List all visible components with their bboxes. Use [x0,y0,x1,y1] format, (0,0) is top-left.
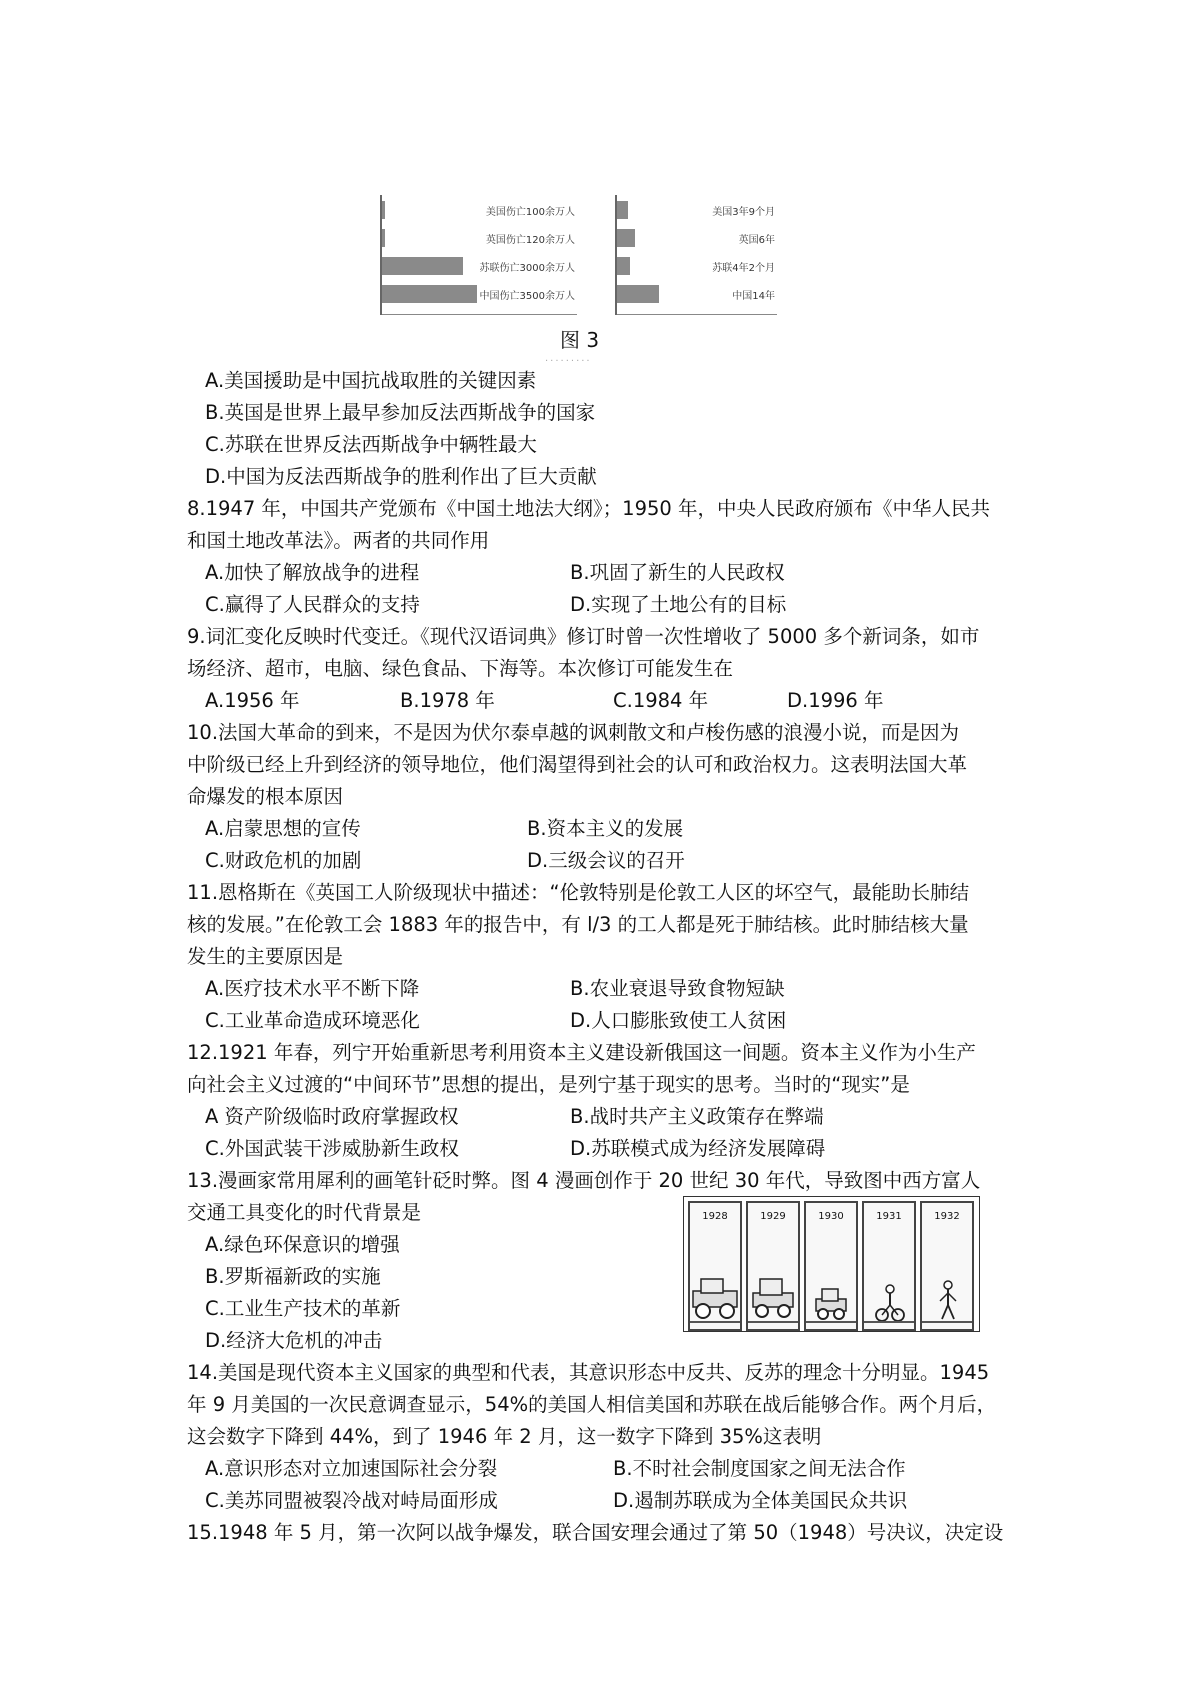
duration-label: 苏联4年2个月 [712,263,775,274]
cartoon-year-label: 1930 [818,1211,844,1222]
q9-stem-line1: 9.词汇变化反映时代变迁。《现代汉语词典》修订时曾一次性增收了 5000 多个新词条，如市 [187,625,980,648]
car-icon [750,1275,796,1323]
casualty-bar [382,257,463,275]
walking-man-icon [934,1279,962,1323]
q14-stem-line3: 这会数字下降到 44%，到了 1946 年 2 月，这一数字下降到 35%这表明 [187,1425,822,1448]
cartoon-year-label: 1932 [934,1211,960,1222]
q8-option-a: A.加快了解放战争的进程 [205,561,420,584]
casualty-label: 中国伤亡3500余万人 [479,291,575,302]
duration-row [617,283,777,303]
q12-option-b: B.战时共产主义政策存在弊端 [570,1105,824,1128]
q11-option-b: B.农业衰退导致食物短缺 [570,977,785,1000]
q10-option-c: C.财政危机的加剧 [205,849,362,872]
q12-stem-line2: 向社会主义过渡的“中间环节”思想的提出，是列宁基于现实的思考。当时的“现实”是 [187,1073,910,1096]
q11-stem-line3: 发生的主要原因是 [187,945,344,968]
q13-option-d: D.经济大危机的冲击 [205,1329,383,1352]
q8-stem-line1: 8.1947 年，中国共产党颁布《中国土地法大纲》；1950 年，中央人民政府颁布《中华人民共 [187,497,991,520]
luxury-car-icon [691,1273,739,1323]
casualty-label: 美国伤亡100余万人 [485,207,575,218]
cartoon-panel-1929 [746,1201,800,1331]
q11-stem-line2: 核的发展。”在伦敦工会 1883 年的报告中，有 l/3 的工人都是死于肺结核。此时肺结核大量 [187,913,969,936]
q8-option-c: C.赢得了人民群众的支持 [205,593,420,616]
q11-stem-line1: 11.恩格斯在《英国工人阶级现状中描述：“伦敦特别是伦敦工人区的坏空气，最能助长肺结 [187,881,970,904]
bicycle-rider-icon [874,1283,906,1323]
duration-row [617,255,777,275]
figure-3-caption: 图 3 [560,328,600,352]
q9-option-a: A.1956 年 [205,689,300,712]
cartoon-panel-1931 [862,1201,916,1331]
casualty-row [382,283,577,303]
duration-bar [617,229,635,247]
q14-stem-line1: 14.美国是现代资本主义国家的典型和代表，其意识形态中反共、反苏的理念十分明显。1945 [187,1361,990,1384]
casualty-row [382,227,577,247]
q14-option-a: A.意识形态对立加速国际社会分裂 [205,1457,498,1480]
duration-bar [617,257,630,275]
q13-option-b: B.罗斯福新政的实施 [205,1265,381,1288]
duration-bar [617,285,659,303]
figure-3-bar-chart [380,195,780,315]
duration-label: 美国3年9个月 [712,207,775,218]
q13-option-a: A.绿色环保意识的增强 [205,1233,400,1256]
q7-option-b: B.英国是世界上最早参加反法西斯战争的国家 [205,401,596,424]
q14-option-b: B.不时社会制度国家之间无法合作 [613,1457,906,1480]
q10-option-a: A.启蒙思想的宣传 [205,817,361,840]
q9-option-c: C.1984 年 [613,689,709,712]
q15-stem-line1: 15.1948 年 5 月，第一次阿以战争爆发，联合国安理会通过了第 50（1948）号决议，决定设 [187,1521,1004,1544]
q10-stem-line3: 命爆发的根本原因 [187,785,344,808]
casualty-baseline [382,314,577,315]
q7-option-d: D.中国为反法西斯战争的胜利作出了巨大贡献 [205,465,597,488]
q14-option-d: D.遏制苏联成为全体美国民众共识 [613,1489,908,1512]
q13-stem-line1: 13.漫画家常用犀利的画笔针砭时弊。图 4 漫画创作于 20 世纪 30 年代，导致图中西方富人 [187,1169,981,1192]
casualty-bar [382,229,385,247]
q8-stem-line2: 和国土地改革法》。两者的共同作用 [187,529,490,552]
small-car-icon [812,1285,850,1323]
q10-stem-line1: 10.法国大革命的到来，不是因为伏尔泰卓越的讽刺散文和卢梭伤感的浪漫小说，而是因为 [187,721,960,744]
casualty-bar [382,285,477,303]
q9-option-d: D.1996 年 [787,689,884,712]
casualty-row [382,199,577,219]
q14-option-c: C.美苏同盟被裂冷战对峙局面形成 [205,1489,498,1512]
figure-4-cartoon [683,1196,980,1332]
cartoon-panel-1928 [688,1201,742,1331]
casualties-chart [380,195,577,315]
q12-option-c: C.外国武装干涉威胁新生政权 [205,1137,459,1160]
q8-option-b: B.巩固了新生的人民政权 [570,561,785,584]
q10-option-d: D.三级会议的召开 [527,849,685,872]
q14-stem-line2: 年 9 月美国的一次民意调查显示，54%的美国人相信美国和苏联在战后能够合作。两个月后， [187,1393,997,1416]
casualty-label: 英国伤亡120余万人 [485,235,575,246]
q10-stem-line2: 中阶级已经上升到经济的领导地位，他们渴望得到社会的认可和政治权力。这表明法国大革 [187,753,968,776]
q13-option-c: C.工业生产技术的革新 [205,1297,401,1320]
cartoon-panel-1930 [804,1201,858,1331]
q12-option-d: D.苏联模式成为经济发展障碍 [570,1137,826,1160]
cartoon-year-label: 1928 [702,1211,728,1222]
q11-option-d: D.人口膨胀致使工人贫困 [570,1009,787,1032]
casualty-label: 苏联伤亡3000余万人 [479,263,575,274]
casualty-bar [382,201,385,219]
q11-option-a: A.医疗技术水平不断下降 [205,977,420,1000]
separator-dots: ········· [545,356,592,367]
q10-option-b: B.资本主义的发展 [527,817,684,840]
cartoon-year-label: 1929 [760,1211,786,1222]
q12-option-a: A 资产阶级临时政府掌握政权 [205,1105,459,1128]
duration-row [617,199,777,219]
q8-option-d: D.实现了土地公有的目标 [570,593,787,616]
duration-bar [617,201,628,219]
q9-option-b: B.1978 年 [400,689,495,712]
q11-option-c: C.工业革命造成环境恶化 [205,1009,420,1032]
war-duration-chart [615,195,777,315]
q12-stem-line1: 12.1921 年春，列宁开始重新思考利用资本主义建设新俄国这一间题。资本主义作为小生产 [187,1041,976,1064]
cartoon-panel-1932 [920,1201,974,1331]
q7-option-a: A.美国援助是中国抗战取胜的关键因素 [205,369,537,392]
cartoon-year-label: 1931 [876,1211,902,1222]
q7-option-c: C.苏联在世界反法西斯战争中辆牲最大 [205,433,537,456]
duration-baseline [617,314,777,315]
q9-stem-line2: 场经济、超市，电脑、绿色食品、下海等。本次修订可能发生在 [187,657,734,680]
duration-label: 中国14年 [732,291,775,302]
casualty-row [382,255,577,275]
q13-stem-line2: 交通工具变化的时代背景是 [187,1201,422,1224]
duration-row [617,227,777,247]
duration-label: 英国6年 [738,235,775,246]
